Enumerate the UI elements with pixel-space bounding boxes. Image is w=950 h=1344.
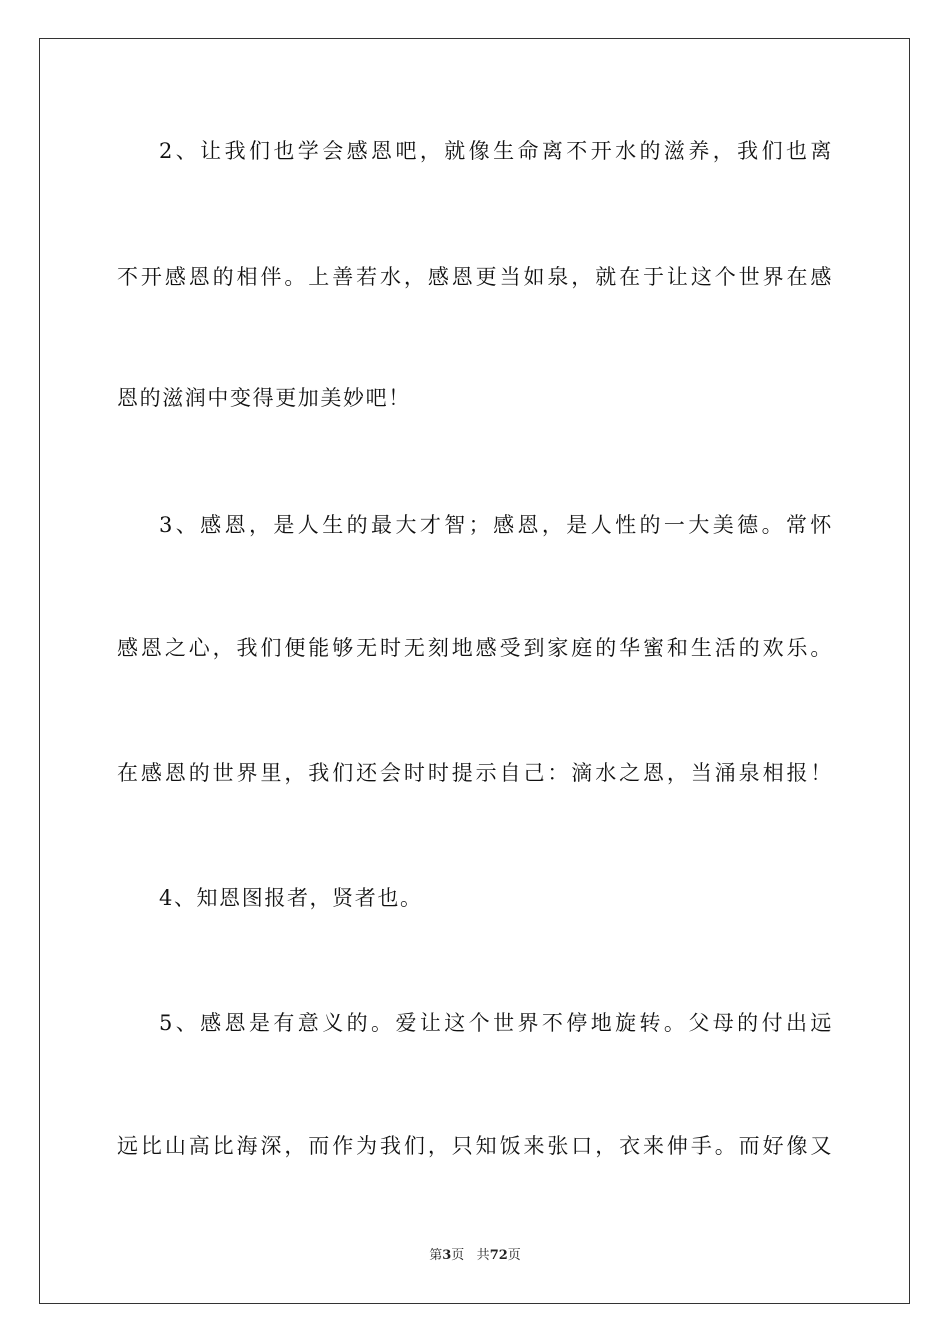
- total-suffix: 页: [507, 1248, 521, 1263]
- paragraph-4-line-1: 4、知恩图报者，贤者也。: [159, 886, 423, 910]
- paragraph-5-line-2: 远比山高比海深，而作为我们，只知饭来张口，衣来伸手。而好像又: [117, 1134, 833, 1158]
- page-footer: [0, 1247, 950, 1265]
- paragraph-3-line-2: 感恩之心，我们便能够无时无刻地感受到家庭的华蜜和生活的欢乐。: [117, 636, 833, 660]
- paragraph-2-line-1: 2、让我们也学会感恩吧，就像生命离不开水的滋养，我们也离: [159, 139, 833, 163]
- page-suffix: 页: [451, 1248, 465, 1263]
- paragraph-5-line-1: 5、感恩是有意义的。爱让这个世界不停地旋转。父母的付出远: [159, 1011, 833, 1035]
- paragraph-3-line-3: 在感恩的世界里，我们还会时时提示自己：滴水之恩，当涌泉相报！: [117, 761, 833, 785]
- total-pages: 72: [489, 1248, 508, 1263]
- paragraph-3-line-1: 3、感恩，是人生的最大才智；感恩，是人性的一大美德。常怀: [159, 513, 833, 537]
- paragraph-2-line-2: 不开感恩的相伴。上善若水，感恩更当如泉，就在于让这个世界在感: [117, 265, 833, 289]
- page-number: 3: [442, 1248, 452, 1263]
- page-frame: [39, 38, 910, 1304]
- page-prefix: 第: [429, 1248, 443, 1263]
- paragraph-2-line-3: 恩的滋润中变得更加美妙吧！: [117, 386, 411, 410]
- total-prefix: 共: [476, 1248, 490, 1263]
